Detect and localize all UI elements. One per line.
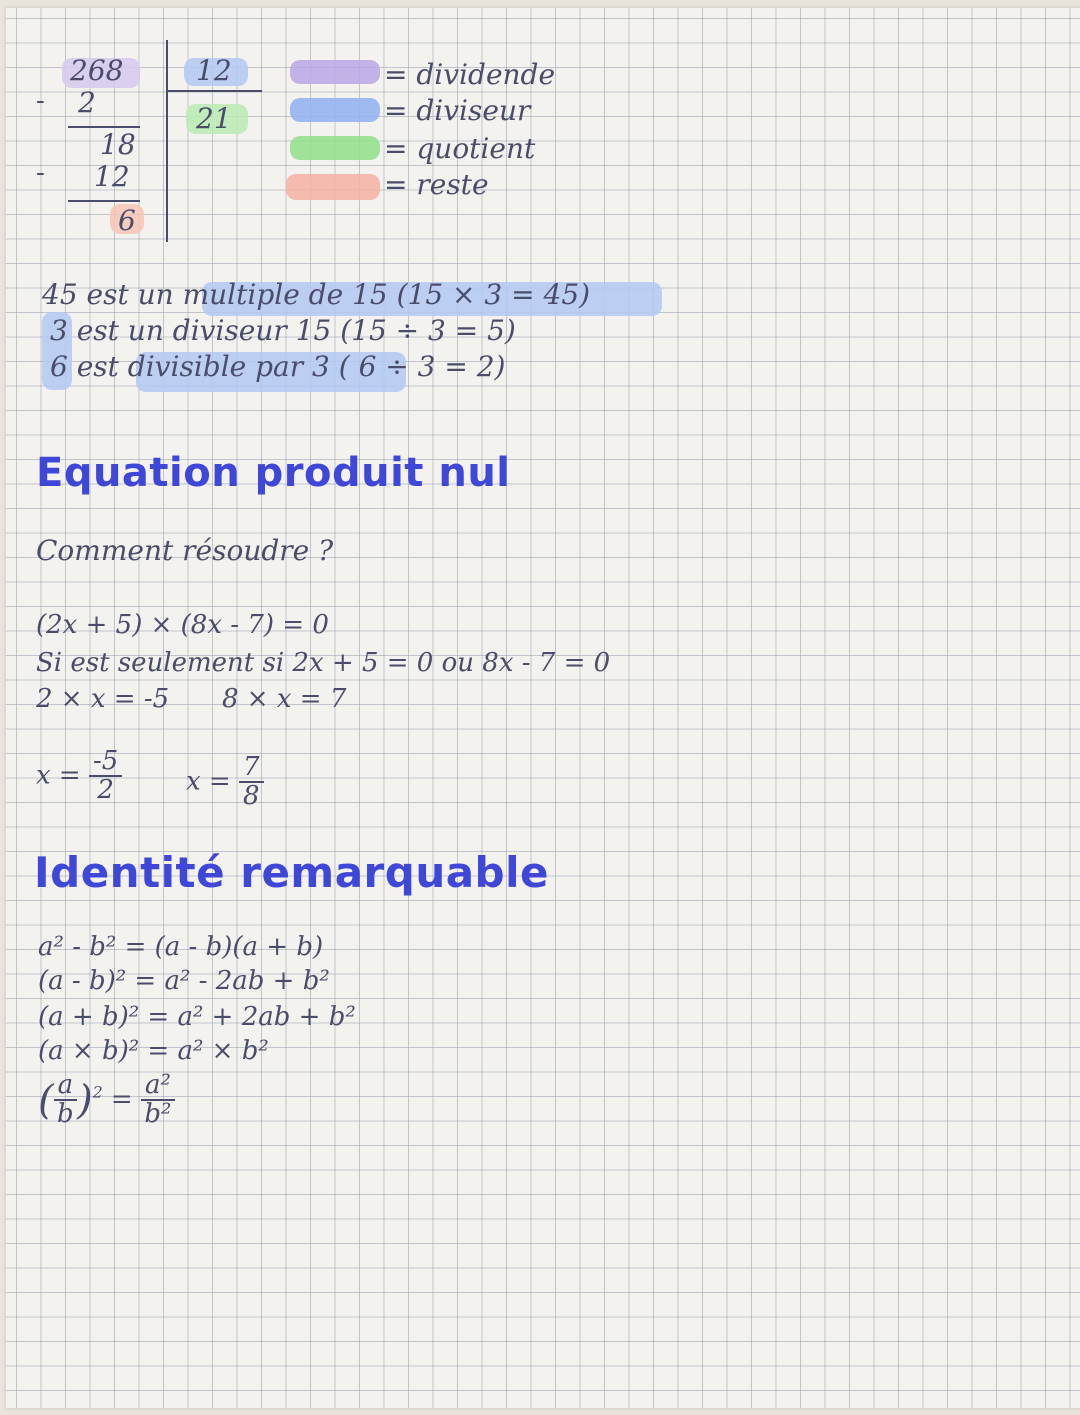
partial-result: 18 bbox=[100, 128, 136, 161]
equation-line-2: Si est seulement si 2x + 5 = 0 ou 8x - 7 = 0 bbox=[36, 648, 611, 678]
legend-label-diviseur: = diviseur bbox=[384, 94, 531, 127]
legend-label-dividende: = dividende bbox=[384, 58, 556, 91]
quotient: 21 bbox=[196, 102, 232, 135]
identite-5-denominator: b bbox=[57, 1099, 74, 1130]
identite-line-5 bbox=[38, 1072, 175, 1129]
identites-title: Identité remarquable bbox=[34, 848, 550, 897]
identite-5-equals: = bbox=[110, 1084, 141, 1115]
identite-line-3: (a + b)² = a² + 2ab + b² bbox=[38, 1002, 356, 1032]
identite-5-rhs-numerator: a² bbox=[141, 1072, 175, 1101]
identite-line-1: a² - b² = (a - b)(a + b) bbox=[38, 932, 324, 962]
division-line-2 bbox=[68, 200, 140, 202]
identite-5-close-paren: ) bbox=[77, 1077, 93, 1124]
legend-swatch-quotient bbox=[290, 136, 380, 160]
divisor: 12 bbox=[196, 54, 232, 87]
identite-5-rhs-fraction bbox=[141, 1072, 175, 1129]
equation-title: Equation produit nul bbox=[36, 450, 511, 496]
second-subtraction: 12 bbox=[94, 160, 130, 193]
solution-2-numerator: 7 bbox=[239, 754, 264, 783]
identite-5-fraction bbox=[54, 1072, 78, 1129]
identite-5-exponent: 2 bbox=[92, 1083, 103, 1102]
multiples-line-1: 45 est un multiple de 15 (15 × 3 = 45) bbox=[42, 278, 591, 311]
minus-sign-2: - bbox=[36, 158, 45, 188]
remainder: 6 bbox=[118, 204, 136, 237]
legend-swatch-reste bbox=[286, 174, 380, 200]
solution-1-denominator: 2 bbox=[97, 775, 114, 806]
equation-subtitle: Comment résoudre ? bbox=[36, 534, 334, 567]
multiples-line-3: 6 est divisible par 3 ( 6 ÷ 3 = 2) bbox=[50, 350, 506, 383]
solution-1-lhs: x = bbox=[36, 760, 81, 791]
identite-5-rhs-denominator: b² bbox=[144, 1099, 172, 1130]
multiples-line-2: 3 est un diviseur 15 (15 ÷ 3 = 5) bbox=[50, 314, 516, 347]
solution-1-fraction bbox=[89, 748, 122, 805]
minus-sign-1: - bbox=[36, 86, 45, 116]
legend-label-reste: = reste bbox=[384, 168, 489, 201]
identite-line-4: (a × b)² = a² × b² bbox=[38, 1036, 269, 1066]
solution-2-denominator: 8 bbox=[242, 781, 260, 812]
identite-line-2: (a - b)² = a² - 2ab + b² bbox=[38, 966, 330, 996]
legend-swatch-diviseur bbox=[290, 98, 380, 122]
first-subtraction: 2 bbox=[78, 86, 96, 119]
solution-2-lhs: x = bbox=[186, 766, 231, 797]
solution-2 bbox=[186, 754, 264, 811]
solution-1 bbox=[36, 748, 122, 805]
identite-5-numerator: a bbox=[54, 1072, 78, 1101]
legend-swatch-dividende bbox=[290, 60, 380, 84]
equation-line-3b: 8 × x = 7 bbox=[222, 684, 347, 714]
equation-line-3a: 2 × x = -5 bbox=[36, 684, 170, 714]
notebook-page bbox=[6, 8, 1080, 1408]
legend-label-quotient: = quotient bbox=[384, 132, 536, 165]
solution-1-numerator: -5 bbox=[89, 748, 122, 777]
solution-2-fraction bbox=[239, 754, 264, 811]
equation-line-1: (2x + 5) × (8x - 7) = 0 bbox=[36, 610, 329, 640]
division-vertical-bar bbox=[166, 40, 168, 242]
division-horizontal-bar bbox=[166, 90, 262, 92]
identite-5-open-paren: ( bbox=[38, 1077, 54, 1124]
dividend: 268 bbox=[70, 54, 124, 87]
